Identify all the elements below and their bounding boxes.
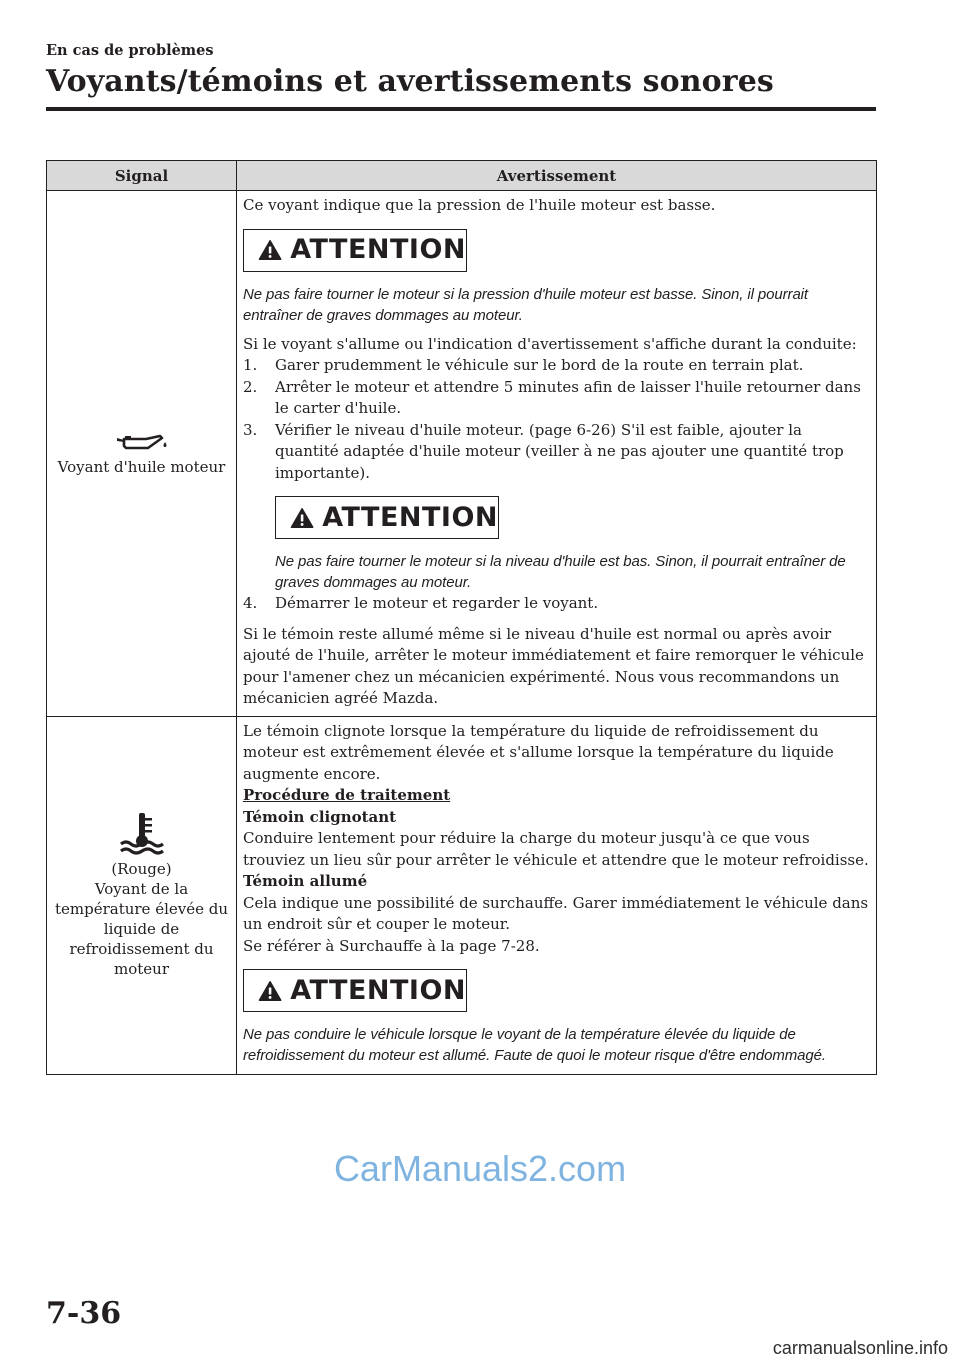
step-number: 3. <box>243 420 258 439</box>
attention-note: Ne pas faire tourner le moteur si la pression d'huile moteur est basse. Sinon, il pourrait entraîner de graves dommages au moteur. <box>243 285 808 324</box>
attention-box <box>243 969 467 1012</box>
warning-cell-temperature <box>237 716 877 1075</box>
coolant-temperature-icon <box>117 811 167 857</box>
blinking-text: Conduire lentement pour réduire la charge du moteur jusqu'à ce que vous trouviez un lieu sûr pour arrêter le véhicule et attendre que le moteur refroidisse. <box>243 829 869 869</box>
oil-can-icon <box>114 429 170 455</box>
list-item <box>243 355 870 377</box>
oil-signal-label: Voyant d'huile moteur <box>57 458 226 477</box>
attention-label: ATTENTION <box>290 234 466 266</box>
spacer <box>243 615 870 624</box>
warning-triangle-icon <box>258 235 282 265</box>
page-number: 7-36 <box>46 1296 122 1331</box>
temperature-intro: Le témoin clignote lorsque la température du liquide de refroidissement du moteur est extrêmement élevée et s'allume lorsque la température du liquide augmente encore. <box>243 721 834 783</box>
blinking-heading: Témoin clignotant <box>243 807 397 826</box>
list-item <box>243 377 870 420</box>
lit-text: Cela indique une possibilité de surchauffe. Garer immédiatement le véhicule dans un endroit sûr et couper le moteur. <box>243 893 869 933</box>
temperature-color-label: (Rouge) <box>111 860 172 879</box>
oil-intro: Ce voyant indique que la pression de l'huile moteur est basse. <box>243 196 716 214</box>
temperature-signal-label: Voyant de la température élevée du liquide de refroidissement du moteur <box>54 880 229 979</box>
indented-attention-block <box>243 496 870 593</box>
attention-note: Ne pas conduire le véhicule lorsque le voyant de la température élevée du liquide de refroidissement du moteur est allumé. Faute de quoi le moteur risque d'être endommagé. <box>243 1026 826 1064</box>
step-number: 4. <box>243 594 258 612</box>
procedure-heading: Procédure de traitement <box>243 786 451 804</box>
footer-site-link[interactable]: carmanualsonline.info <box>772 1338 948 1358</box>
watermark: CarManuals2.com <box>333 1148 627 1189</box>
attention-label: ATTENTION <box>290 974 466 1006</box>
oil-outro: Si le témoin reste allumé même si le niveau d'huile est normal ou après avoir ajouté de l'huile, arrêter le moteur immédiatement et faire remorquer le véhicule pour l'amener chez un mécanicien expérimenté. Nous vous recommandons un mécanicien agréé Mazda. <box>243 624 864 707</box>
step-text: Arrêter le moteur et attendre 5 minutes afin de laisser l'huile retourner dans le carter d'huile. <box>275 377 861 417</box>
attention-box <box>243 229 467 272</box>
attention-label: ATTENTION <box>322 501 498 533</box>
step-text: Garer prudemment le véhicule sur le bord de la route en terrain plat. <box>275 356 804 374</box>
section-label: En cas de problèmes <box>46 42 214 59</box>
step-number: 2. <box>243 377 258 396</box>
warning-triangle-icon <box>290 503 314 533</box>
title-rule <box>46 107 876 111</box>
page-title: Voyants/témoins et avertissements sonores <box>46 64 774 99</box>
oil-lead-text: Si le voyant s'allume ou l'indication d'avertissement s'affiche durant la conduite: <box>243 334 857 353</box>
step-text: Vérifier le niveau d'huile moteur. (page 6-26) S'il est faible, ajouter la quantité adaptée d'huile moteur (veiller à ne pas ajouter une quantité trop importante). <box>275 420 844 482</box>
step-number: 1. <box>243 356 258 374</box>
list-item <box>243 593 870 615</box>
column-header-warning: Avertissement <box>237 161 877 191</box>
table-row-oil <box>47 191 877 717</box>
list-item <box>243 420 870 485</box>
lit-heading: Témoin allumé <box>243 872 368 890</box>
warning-triangle-icon <box>258 976 282 1006</box>
oil-steps-list <box>243 355 870 484</box>
attention-box <box>275 496 499 539</box>
warning-cell-oil <box>237 191 877 717</box>
signal-cell-oil <box>47 191 237 717</box>
warning-table <box>46 160 877 1075</box>
attention-note: Ne pas faire tourner le moteur si la niveau d'huile est bas. Sinon, il pourrait entraîner de graves dommages au moteur. <box>275 553 846 591</box>
table-row-temperature <box>47 716 877 1075</box>
table-header-row <box>47 161 877 191</box>
oil-steps-list-continued <box>243 593 870 615</box>
overheat-reference: Se référer à Surchauffe à la page 7-28. <box>243 936 540 955</box>
column-header-signal: Signal <box>47 161 237 191</box>
step-text: Démarrer le moteur et regarder le voyant. <box>275 594 599 612</box>
signal-cell-temperature <box>47 716 237 1075</box>
